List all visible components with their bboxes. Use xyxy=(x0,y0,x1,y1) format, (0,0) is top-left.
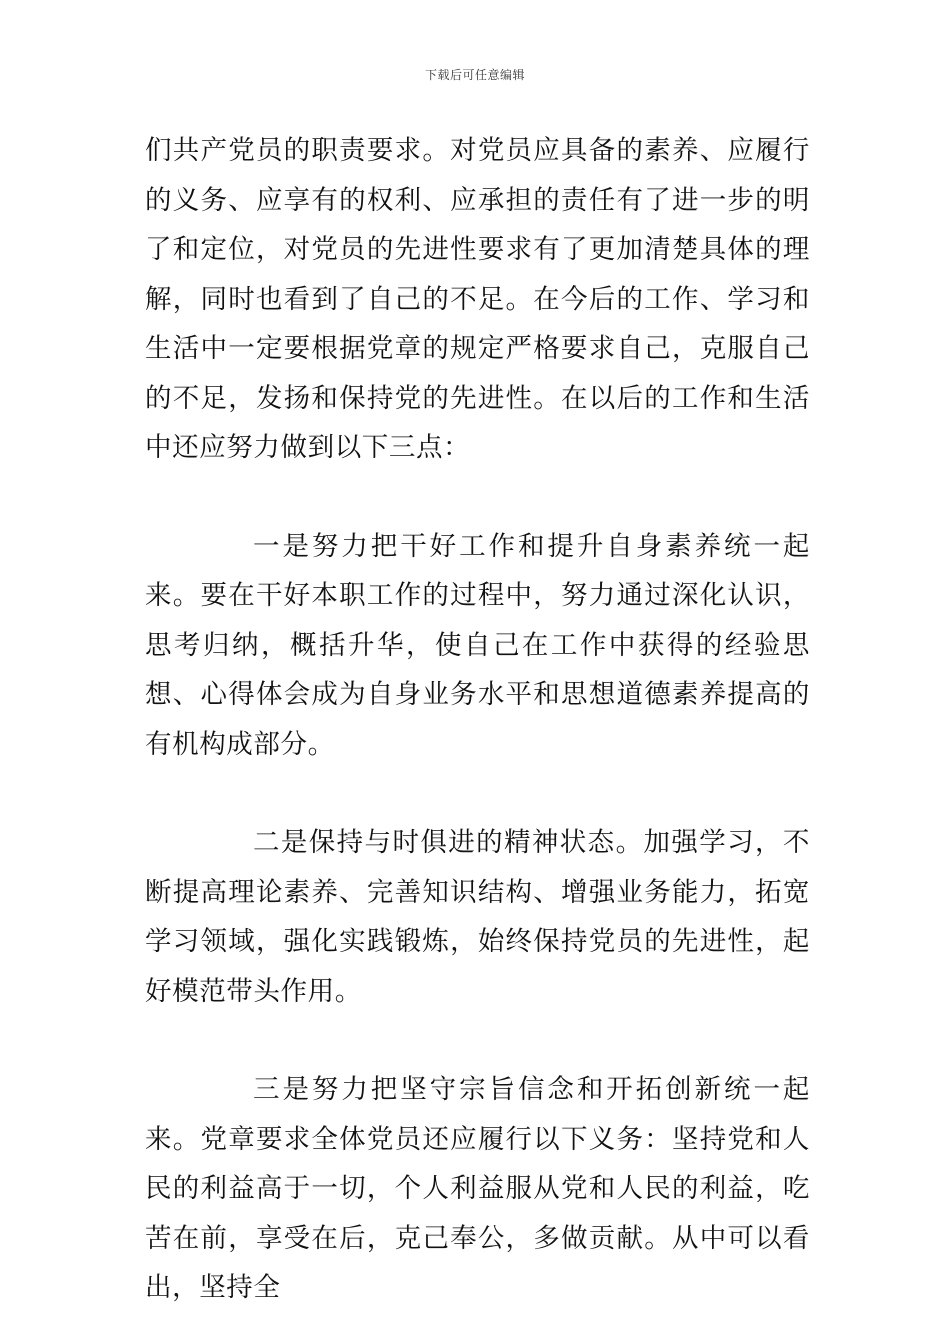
paragraph-point-three: 三是努力把坚守宗旨信念和开拓创新统一起来。党章要求全体党员还应履行以下义务：坚持党和人民的利益高于一切，个人利益服从党和人民的利益，吃苦在前，享受在后，克己奉公，多做贡献。从中可以看出，坚持全 xyxy=(145,1074,810,1303)
paragraph-point-one: 一是努力把干好工作和提升自身素养统一起来。要在干好本职工作的过程中，努力通过深化认识，思考归纳，概括升华，使自己在工作中获得的经验思想、心得体会成为自身业务水平和思想道德素养提高的有机构成部分。 xyxy=(145,530,810,760)
document-body xyxy=(145,126,810,1313)
paragraph-continuation: 们共产党员的职责要求。对党员应具备的素养、应履行的义务、应享有的权利、应承担的责任有了进一步的明了和定位，对党员的先进性要求有了更加清楚具体的理解，同时也看到了自己的不足。在今后的工作、学习和生活中一定要根据党章的规定严格要求自己，克服自己的不足，发扬和保持党的先进性。在以后的工作和生活中还应努力做到以下三点： xyxy=(145,135,810,463)
page-header-note: 下载后可任意编辑 xyxy=(424,68,525,82)
paragraph-point-two: 二是保持与时俱进的精神状态。加强学习，不断提高理论素养、完善知识结构、增强业务能力，拓宽学习领域，强化实践锻炼，始终保持党员的先进性，起好模范带头作用。 xyxy=(145,827,810,1007)
